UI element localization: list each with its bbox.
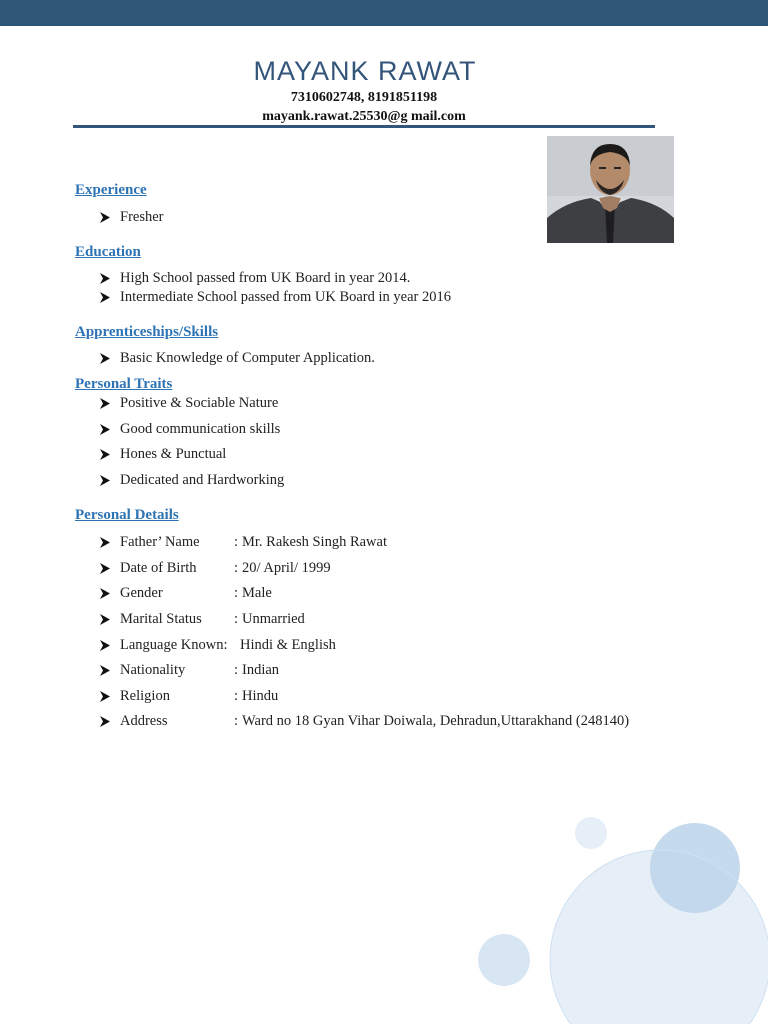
detail-row: Religion : Hindu	[100, 684, 629, 710]
top-banner	[0, 0, 768, 26]
detail-value: Hindu	[242, 687, 279, 704]
email-address: mayank.rawat.25530@g mail.com	[262, 109, 466, 124]
detail-label: Marital Status	[120, 611, 202, 628]
skills-list	[100, 349, 375, 368]
arrow-bullet-icon	[100, 212, 120, 223]
detail-label: Date of Birth	[120, 559, 197, 576]
detail-value: 20/ April/ 1999	[242, 559, 331, 576]
experience-list	[100, 208, 164, 227]
arrow-bullet-icon	[100, 398, 120, 409]
detail-value: Hindi & English	[240, 636, 336, 653]
list-item: Positive & Sociable Nature	[100, 391, 284, 417]
personal-details-list	[100, 530, 629, 735]
list-item: Good communication skills	[100, 417, 284, 443]
detail-value: Male	[242, 585, 272, 602]
arrow-bullet-icon	[100, 588, 120, 599]
detail-label: Religion	[120, 687, 170, 704]
detail-row	[100, 632, 629, 658]
detail-value: Unmarried	[242, 611, 305, 628]
detail-row: Gender : Male	[100, 581, 629, 607]
detail-label: Father’ Name	[120, 534, 200, 551]
education-heading: Education	[75, 244, 141, 260]
list-item: Dedicated and Hardworking	[100, 468, 284, 494]
detail-value: Mr. Rakesh Singh Rawat	[242, 534, 387, 551]
phone-numbers: 7310602748, 8191851198	[290, 90, 438, 105]
details-heading: Personal Details	[75, 507, 179, 523]
list-item: Fresher	[100, 208, 164, 227]
list-item: Hones & Punctual	[100, 442, 284, 468]
arrow-bullet-icon	[100, 716, 120, 727]
traits-heading: Personal Traits	[75, 376, 173, 392]
arrow-bullet-icon	[100, 292, 120, 303]
detail-row: Marital Status : Unmarried	[100, 607, 629, 633]
arrow-bullet-icon	[100, 614, 120, 625]
detail-row: Date of Birth : 20/ April/ 1999	[100, 556, 629, 582]
detail-label: Nationality	[120, 662, 186, 679]
experience-heading: Experience	[75, 182, 147, 198]
arrow-bullet-icon	[100, 691, 120, 702]
traits-list	[100, 391, 284, 493]
profile-photo	[547, 136, 674, 243]
detail-value: Indian	[242, 662, 280, 679]
decorative-circles	[460, 800, 768, 1024]
list-item: High School passed from UK Board in year 2014.	[100, 269, 451, 288]
candidate-name: MAYANK RAWAT	[253, 56, 477, 86]
arrow-bullet-icon	[100, 273, 120, 284]
arrow-bullet-icon	[100, 424, 120, 435]
detail-label: Address	[120, 713, 168, 730]
list-item: Intermediate School passed from UK Board in year 2016	[100, 288, 451, 307]
detail-value: Ward no 18 Gyan Vihar Doiwala, Dehradun,Uttarakhand (248140)	[242, 713, 630, 730]
arrow-bullet-icon	[100, 353, 120, 364]
detail-label: Gender	[120, 585, 163, 602]
arrow-bullet-icon	[100, 537, 120, 548]
arrow-bullet-icon	[100, 665, 120, 676]
header-rule	[73, 125, 655, 128]
detail-row: Father’ Name : Mr. Rakesh Singh Rawat	[100, 530, 629, 556]
detail-row: Address : Ward no 18 Gyan Vihar Doiwala, Dehradun,Uttarakhand (248140)	[100, 709, 629, 735]
arrow-bullet-icon	[100, 475, 120, 486]
list-item: Basic Knowledge of Computer Application.	[100, 349, 375, 368]
arrow-bullet-icon	[100, 640, 120, 651]
skills-heading: Apprenticeships/Skills	[75, 324, 219, 340]
detail-row: Nationality : Indian	[100, 658, 629, 684]
detail-label: Language Known:	[120, 636, 228, 653]
arrow-bullet-icon	[100, 449, 120, 460]
education-list	[100, 269, 451, 307]
arrow-bullet-icon	[100, 563, 120, 574]
